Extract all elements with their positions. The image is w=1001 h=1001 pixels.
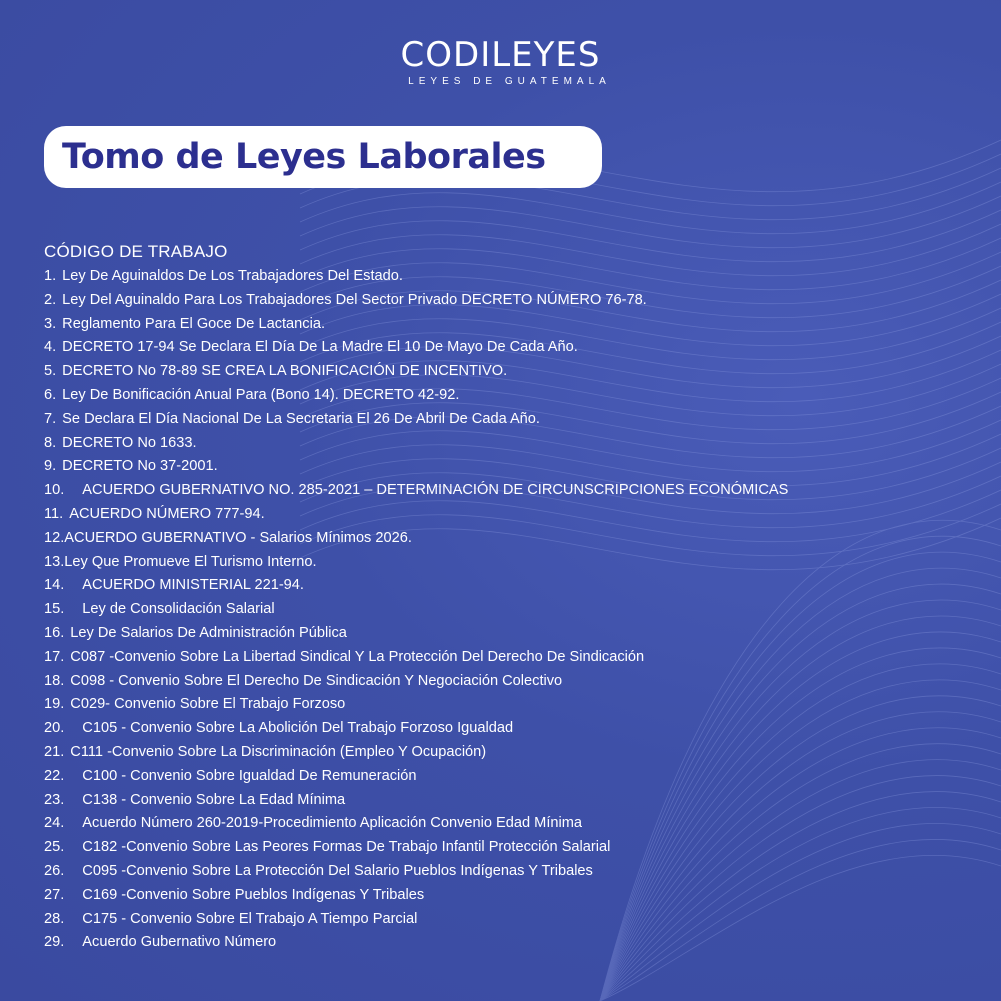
list-item [44, 313, 944, 337]
list-item-text: Ley De Bonificación Anual Para (Bono 14). DECRETO 42-92. [62, 386, 460, 403]
list-item-number: 14. [44, 577, 65, 594]
list-item-text: ACUERDO GUBERNATIVO - Salarios Mínimos 2026. [64, 529, 412, 546]
list-item-number: 18. [44, 672, 65, 689]
list-item-text: Acuerdo Número 260-2019-Procedimiento Aplicación Convenio Edad Mínima [82, 815, 583, 832]
section-heading: CÓDIGO DE TRABAJO [44, 242, 228, 261]
list-item-text: Reglamento Para El Goce De Lactancia. [62, 315, 326, 332]
list-item [44, 789, 944, 813]
list-item-number: 12. [44, 529, 65, 546]
list-item-number: 10. [44, 482, 65, 499]
list-item-number: 22. [44, 767, 65, 784]
list-item [44, 336, 944, 360]
list-item-text: DECRETO No 37-2001. [62, 458, 218, 475]
list-item-number: 29. [44, 934, 65, 951]
list-item [44, 836, 944, 860]
list-item [44, 646, 944, 670]
list-item-text: Ley de Consolidación Salarial [82, 601, 275, 618]
logo-tagline: LEYES DE GUATEMALA [408, 76, 611, 87]
list-item [44, 265, 944, 289]
list-item-number: 25. [44, 839, 65, 856]
list-item-number: 17. [44, 648, 65, 665]
list-item-text: DECRETO No 78-89 SE CREA LA BONIFICACIÓN DE INCENTIVO. [62, 363, 508, 380]
list-item [44, 479, 944, 503]
list-item-text: Ley De Salarios De Administración Pública [70, 624, 347, 641]
law-list [44, 265, 944, 955]
list-item [44, 860, 944, 884]
list-item-number: 26. [44, 862, 65, 879]
list-item-number: 6. [44, 386, 57, 403]
list-item-number: 27. [44, 886, 65, 903]
list-item-number: 8. [44, 434, 57, 451]
list-item [44, 360, 944, 384]
list-item-number: 9. [44, 458, 57, 475]
list-item-number: 16. [44, 624, 65, 641]
list-item-number: 21. [44, 743, 65, 760]
list-item-text: Ley Del Aguinaldo Para Los Trabajadores Del Sector Privado DECRETO NÚMERO 76-78. [62, 291, 647, 308]
list-item-number: 13. [44, 553, 65, 570]
list-item-number: 2. [44, 291, 57, 308]
list-item [44, 931, 944, 955]
list-item-text: DECRETO No 1633. [62, 434, 197, 451]
list-item-text: DECRETO 17-94 Se Declara El Día De La Madre El 10 De Mayo De Cada Año. [62, 339, 578, 356]
list-item-number: 15. [44, 601, 65, 618]
list-item [44, 289, 944, 313]
list-item-text: C105 - Convenio Sobre La Abolición Del Trabajo Forzoso Igualdad [82, 720, 514, 737]
law-list-section [44, 240, 944, 955]
list-item-number: 7. [44, 410, 57, 427]
list-item-text: Ley De Aguinaldos De Los Trabajadores Del Estado. [62, 268, 403, 284]
list-item-text: ACUERDO NÚMERO 777-94. [69, 505, 265, 522]
list-item [44, 765, 944, 789]
list-item-number: 3. [44, 315, 57, 332]
list-item-text: C175 - Convenio Sobre El Trabajo A Tiempo Parcial [82, 910, 418, 927]
list-item [44, 432, 944, 456]
list-item [44, 408, 944, 432]
title-banner [44, 126, 602, 188]
list-item [44, 908, 944, 932]
wave-line [300, 182, 1001, 234]
list-item-number: 24. [44, 815, 65, 832]
list-item [44, 884, 944, 908]
list-item-number: 28. [44, 910, 65, 927]
list-item [44, 574, 944, 598]
list-item [44, 455, 944, 479]
list-item-text: C098 - Convenio Sobre El Derecho De Sindicación Y Negociación Colectivo [70, 672, 563, 689]
list-item-text: C100 - Convenio Sobre Igualdad De Remuneración [82, 767, 417, 784]
logo-wordmark: CODILEYES [400, 35, 601, 75]
list-item [44, 741, 944, 765]
list-item-text: C095 -Convenio Sobre La Protección Del Salario Pueblos Indígenas Y Tribales [82, 862, 593, 879]
list-item-text: C138 - Convenio Sobre La Edad Mínima [82, 791, 346, 808]
list-item-text: Acuerdo Gubernativo Número [82, 934, 277, 951]
list-item-text: C111 -Convenio Sobre La Discriminación (Empleo Y Ocupación) [70, 743, 487, 760]
list-item-number: 20. [44, 720, 65, 737]
list-item [44, 384, 944, 408]
list-item-text: ACUERDO MINISTERIAL 221-94. [82, 577, 304, 594]
list-item-number: 4. [44, 339, 57, 356]
list-item-text: Ley Que Promueve El Turismo Interno. [64, 553, 317, 570]
list-item [44, 717, 944, 741]
list-item-number: 5. [44, 363, 57, 380]
list-item-number: 1. [44, 268, 57, 284]
list-item [44, 812, 944, 836]
list-item [44, 693, 944, 717]
list-item-text: C029- Convenio Sobre El Trabajo Forzoso [70, 696, 346, 713]
logo [0, 36, 1001, 87]
list-item [44, 527, 944, 551]
list-item [44, 551, 944, 575]
list-item-text: C087 -Convenio Sobre La Libertad Sindical Y La Protección Del Derecho De Sindicación [70, 648, 645, 665]
list-item-number: 23. [44, 791, 65, 808]
list-item-text: C169 -Convenio Sobre Pueblos Indígenas Y Tribales [82, 886, 425, 903]
list-item [44, 670, 944, 694]
list-item-text: ACUERDO GUBERNATIVO NO. 285-2021 – DETERMINACIÓN DE CIRCUNSCRIPCIONES ECONÓMICAS [82, 482, 789, 499]
page-title: Tomo de Leyes Laborales [62, 137, 546, 177]
list-item [44, 503, 944, 527]
list-item-text: C182 -Convenio Sobre Las Peores Formas De Trabajo Infantil Protección Salarial [82, 839, 611, 856]
list-item-number: 19. [44, 696, 65, 713]
list-item-number: 11. [44, 505, 64, 522]
list-item [44, 598, 944, 622]
list-item-text: Se Declara El Día Nacional De La Secretaria El 26 De Abril De Cada Año. [62, 410, 540, 427]
list-item [44, 622, 944, 646]
